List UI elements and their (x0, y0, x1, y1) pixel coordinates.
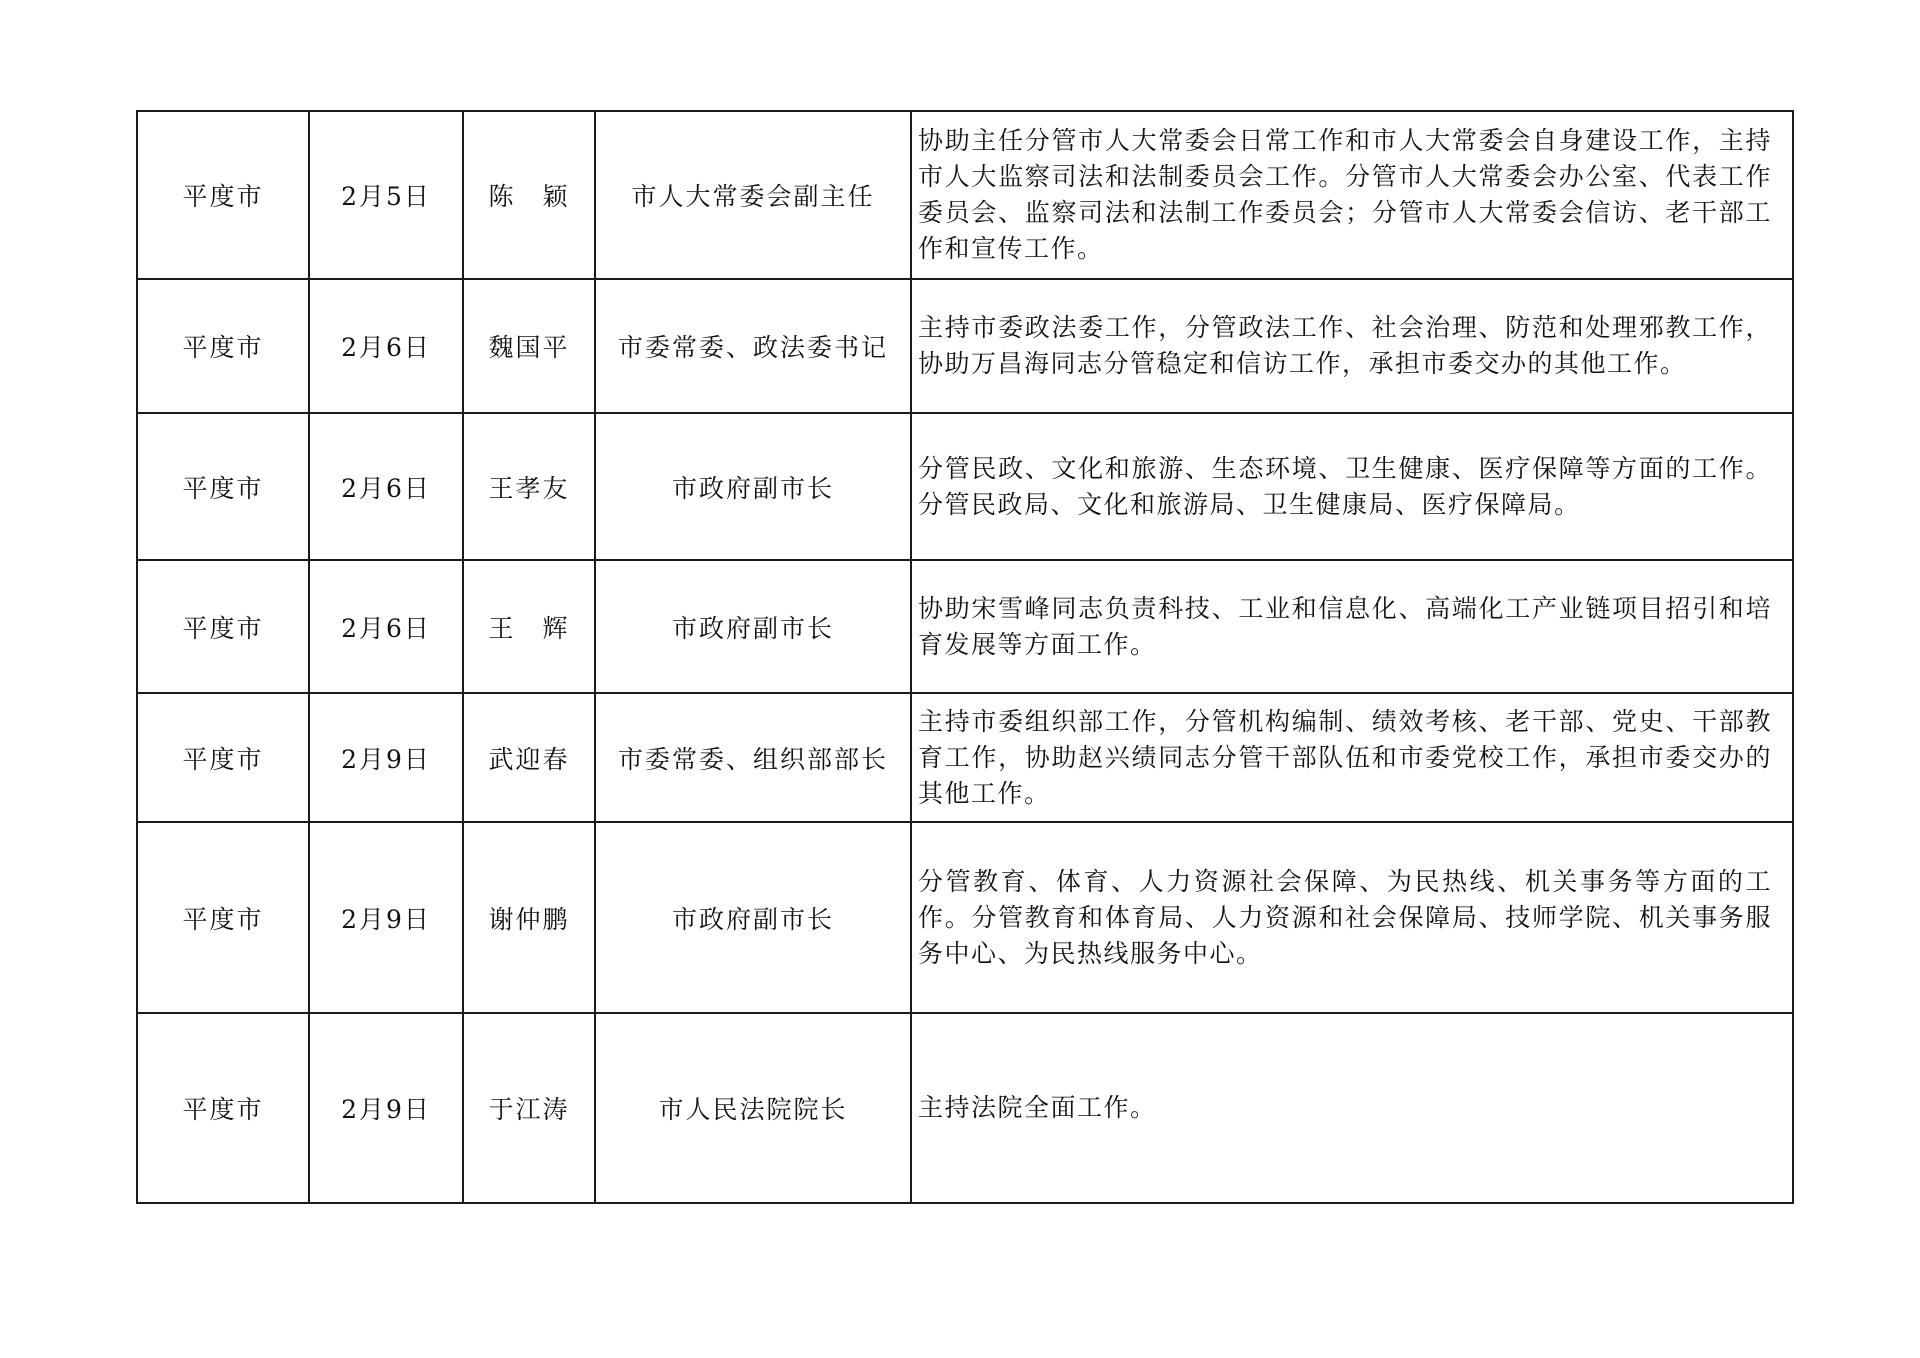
position-cell: 市政府副市长 (595, 413, 911, 560)
date-cell: 2月9日 (309, 1013, 463, 1203)
duties-cell: 分管民政、文化和旅游、生态环境、卫生健康、医疗保障等方面的工作。分管民政局、文化和旅游局、卫生健康局、医疗保障局。 (911, 413, 1793, 560)
city-cell: 平度市 (137, 560, 309, 693)
name-cell: 魏国平 (463, 279, 595, 413)
name-cell: 谢仲鹏 (463, 822, 595, 1013)
city-cell: 平度市 (137, 279, 309, 413)
date-cell: 2月5日 (309, 111, 463, 279)
name-cell: 陈 颖 (463, 111, 595, 279)
name-cell: 王 辉 (463, 560, 595, 693)
position-cell: 市人民法院院长 (595, 1013, 911, 1203)
name-cell: 武迎春 (463, 693, 595, 822)
duties-cell: 分管教育、体育、人力资源社会保障、为民热线、机关事务等方面的工作。分管教育和体育局、人力资源和社会保障局、技师学院、机关事务服务中心、为民热线服务中心。 (911, 822, 1793, 1013)
position-cell: 市委常委、组织部部长 (595, 693, 911, 822)
table-row (137, 413, 1793, 560)
duties-cell: 协助宋雪峰同志负责科技、工业和信息化、高端化工产业链项目招引和培育发展等方面工作。 (911, 560, 1793, 693)
city-cell: 平度市 (137, 111, 309, 279)
position-cell: 市政府副市长 (595, 560, 911, 693)
city-cell: 平度市 (137, 822, 309, 1013)
table-row (137, 279, 1793, 413)
table-row (137, 1013, 1793, 1203)
duties-cell: 主持市委组织部工作，分管机构编制、绩效考核、老干部、党史、干部教育工作，协助赵兴绩同志分管干部队伍和市委党校工作，承担市委交办的其他工作。 (911, 693, 1793, 822)
city-cell: 平度市 (137, 1013, 309, 1203)
table-row (137, 822, 1793, 1013)
name-cell: 于江涛 (463, 1013, 595, 1203)
city-cell: 平度市 (137, 693, 309, 822)
duties-cell: 主持法院全面工作。 (911, 1013, 1793, 1203)
table-row (137, 111, 1793, 279)
date-cell: 2月6日 (309, 279, 463, 413)
table-row (137, 560, 1793, 693)
position-cell: 市委常委、政法委书记 (595, 279, 911, 413)
name-cell: 王孝友 (463, 413, 595, 560)
date-cell: 2月9日 (309, 822, 463, 1013)
date-cell: 2月9日 (309, 693, 463, 822)
position-cell: 市政府副市长 (595, 822, 911, 1013)
duties-cell: 主持市委政法委工作，分管政法工作、社会治理、防范和处理邪教工作，协助万昌海同志分管稳定和信访工作，承担市委交办的其他工作。 (911, 279, 1793, 413)
date-cell: 2月6日 (309, 560, 463, 693)
appointment-table (136, 110, 1794, 1204)
duties-cell: 协助主任分管市人大常委会日常工作和市人大常委会自身建设工作，主持市人大监察司法和法制委员会工作。分管市人大常委会办公室、代表工作委员会、监察司法和法制工作委员会；分管市人大常委会信访、老干部工作和宣传工作。 (911, 111, 1793, 279)
position-cell: 市人大常委会副主任 (595, 111, 911, 279)
city-cell: 平度市 (137, 413, 309, 560)
table-row (137, 693, 1793, 822)
date-cell: 2月6日 (309, 413, 463, 560)
